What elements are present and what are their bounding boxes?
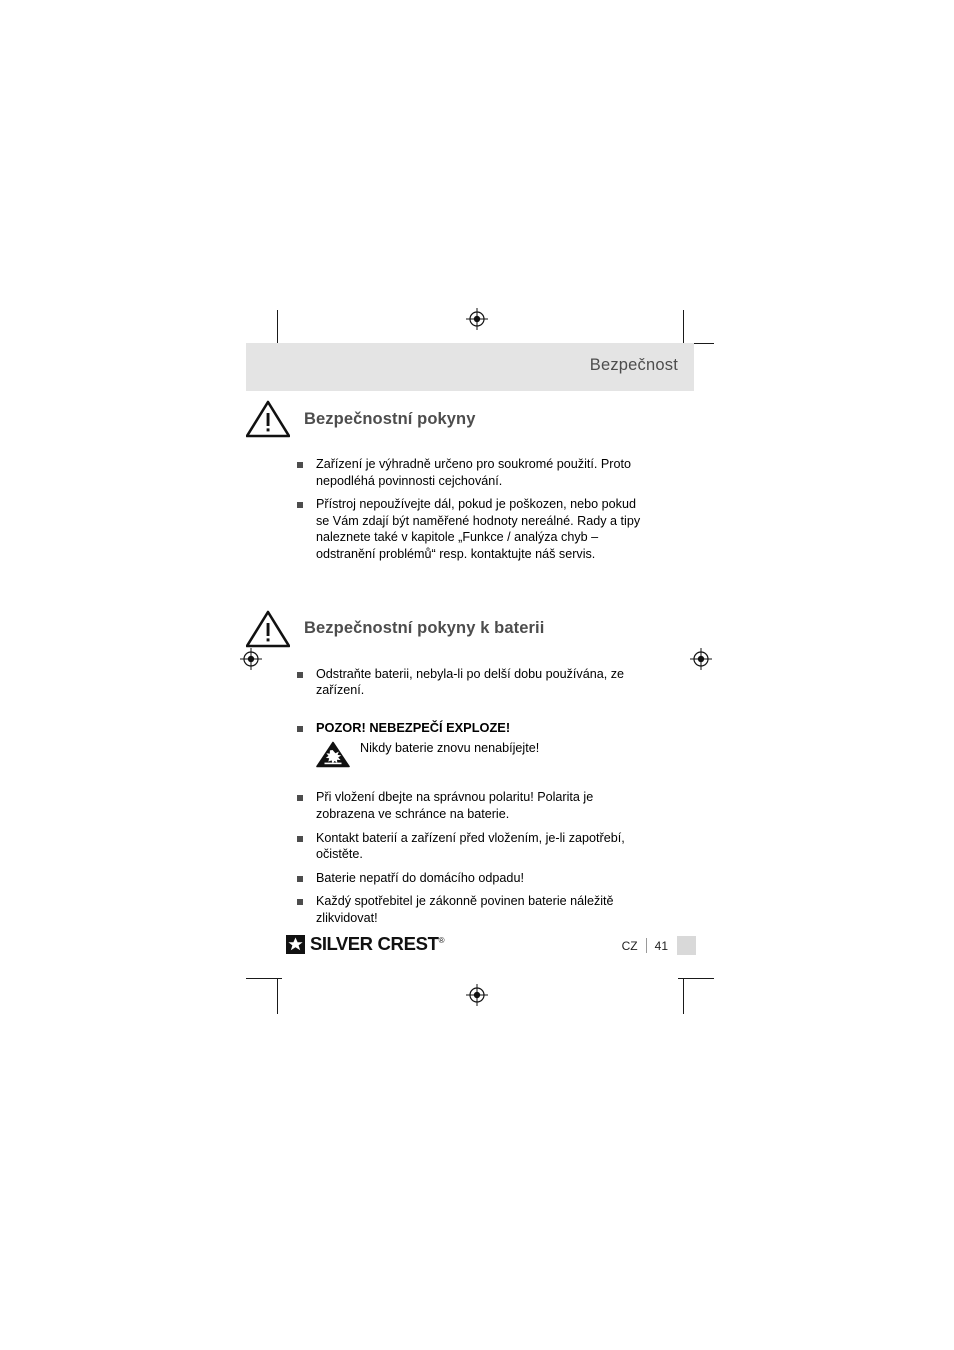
crop-mark-top-left xyxy=(277,310,278,346)
registration-mark-top xyxy=(466,308,488,330)
explosion-warning-row xyxy=(316,740,646,768)
explosion-hazard-icon xyxy=(316,741,350,768)
list-item-explosion xyxy=(316,720,646,769)
list-item: Odstraňte baterii, nebyla-li po delší dobu používána, ze zařízení. xyxy=(316,666,646,699)
brand-trademark: ® xyxy=(438,935,445,945)
list-item: Při vložení dbejte na správnou polaritu! Polarita je zobrazena ve schránce na baterie. xyxy=(316,789,646,822)
battery-bullet-list-after xyxy=(246,789,696,926)
crop-mark-bottom-left-h xyxy=(246,978,282,979)
section-battery-safety xyxy=(246,610,696,927)
page-content xyxy=(246,400,696,934)
explosion-warning-text: Nikdy baterie znovu nenabíjejte! xyxy=(360,741,540,756)
section-safety-instructions xyxy=(246,400,696,563)
page-header-band xyxy=(246,343,694,391)
brand-first: SILVER xyxy=(310,933,373,954)
section-title: Bezpečnostní pokyny k baterii xyxy=(304,619,545,638)
page-color-swatch xyxy=(677,936,696,955)
silvercrest-logo-icon xyxy=(286,935,305,954)
page-number: 41 xyxy=(654,938,668,953)
page-footer xyxy=(246,930,696,960)
section-header xyxy=(246,400,696,438)
list-item: Kontakt baterií a zařízení před vložením, je-li zapotřebí, očistěte. xyxy=(316,830,646,863)
explosion-warning-list xyxy=(246,720,696,769)
brand-wordmark xyxy=(310,933,444,955)
page-number-group xyxy=(622,936,696,955)
crop-mark-top-right xyxy=(683,310,684,346)
list-item: Přístroj nepoužívejte dál, pokud je poškozen, nebo pokud se Vám zdají být naměřené hodnoty nereálné. Rady a tipy naleznete také v kapitole „Funkce / analýza chyb – odstranění problémů“ resp. kontaktujte náš servis. xyxy=(316,496,646,562)
crop-mark-bottom-right xyxy=(683,978,684,1014)
explosion-warning-title: POZOR! NEBEZPEČÍ EXPLOZE! xyxy=(316,719,511,735)
section-header xyxy=(246,610,696,648)
crop-mark-bottom-right-h xyxy=(678,978,714,979)
warning-triangle-icon xyxy=(246,610,290,648)
page-title: Bezpečnost xyxy=(589,356,678,374)
list-item: Zařízení je výhradně určeno pro soukromé použití. Proto nepodléhá povinnosti cejchování. xyxy=(316,456,646,489)
brand-second: CREST xyxy=(377,933,439,954)
list-item: Každý spotřebitel je zákonně povinen baterie náležitě zlikvidovat! xyxy=(316,893,646,926)
warning-triangle-icon xyxy=(246,400,290,438)
safety-bullet-list xyxy=(246,456,696,563)
section-title: Bezpečnostní pokyny xyxy=(304,409,476,428)
battery-bullet-list-before xyxy=(246,666,696,699)
crop-mark-bottom-left xyxy=(277,978,278,1014)
list-item: Baterie nepatří do domácího odpadu! xyxy=(316,870,646,887)
locale-label: CZ xyxy=(621,938,638,953)
registration-mark-bottom xyxy=(466,984,488,1006)
